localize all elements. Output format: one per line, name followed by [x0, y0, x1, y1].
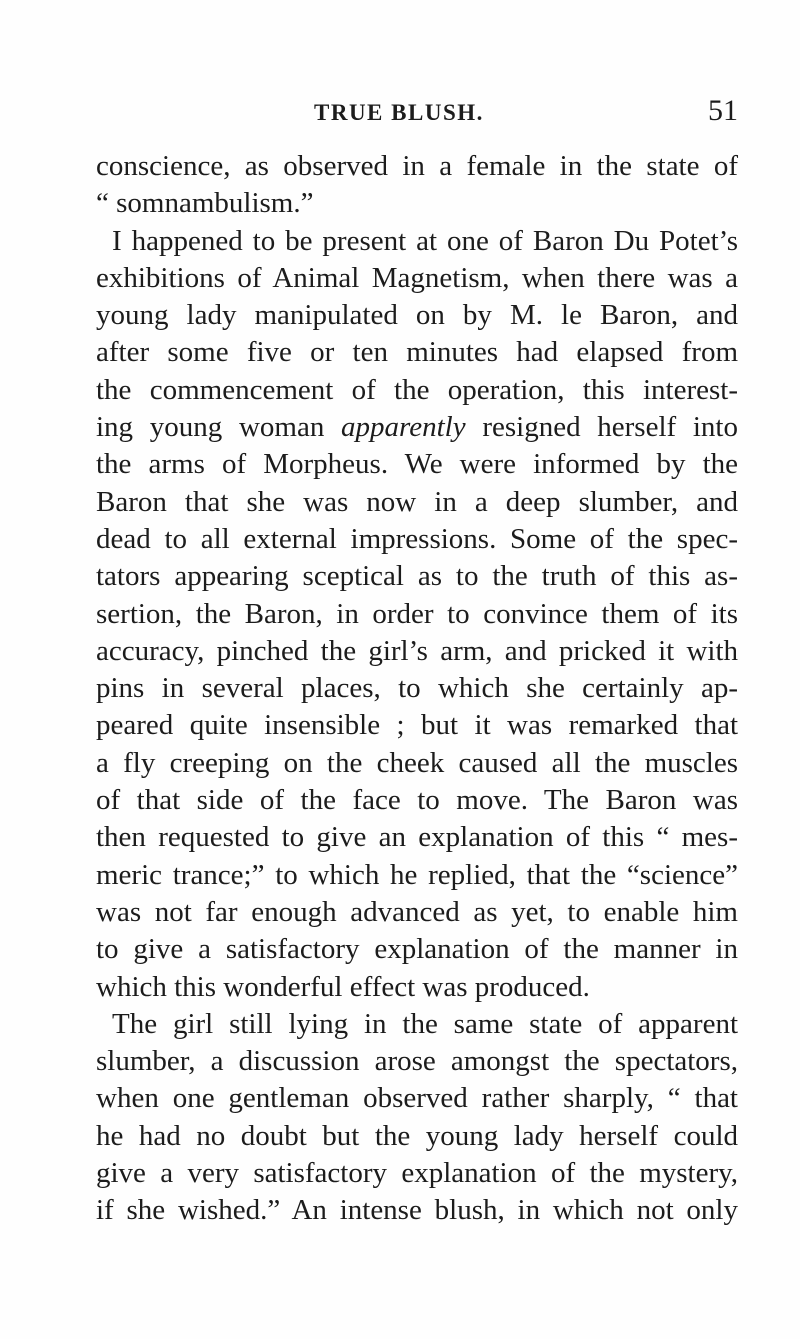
text-line: when one gentleman observed rather sharply, “ that [96, 1082, 738, 1115]
text-line: give a very satisfactory explanation of the mystery, [96, 1157, 738, 1190]
text-line: young lady manipulated on by M. le Baron, and [96, 299, 738, 332]
text-line: I happened to be present at one of Baron Du Potet’s [112, 224, 738, 257]
text-line: after some five or ten minutes had elapsed from [96, 336, 738, 369]
text-line: meric trance;” to which he replied, that the “science” [96, 858, 738, 891]
text-line: a fly creeping on the cheek caused all the muscles [96, 746, 738, 779]
text-segment: ing young woman [96, 411, 342, 444]
text-line: Baron that she was now in a deep slumber, and [96, 485, 738, 518]
text-line: the arms of Morpheus. We were informed by the [96, 448, 738, 481]
body-text [96, 148, 738, 1230]
text-line: “ somnambulism.” [96, 187, 314, 220]
text-line: which this wonderful effect was produced. [96, 970, 590, 1003]
running-head: TRUE BLUSH. [314, 100, 484, 125]
page-number: 51 [708, 94, 738, 127]
text-line: accuracy, pinched the girl’s arm, and pricked it with [96, 634, 738, 667]
text-line: of that side of the face to move. The Baron was [96, 784, 738, 817]
text-line: conscience, as observed in a female in the state of [96, 150, 738, 182]
text-line [96, 409, 738, 446]
italic-emphasis: apparently [341, 411, 466, 444]
text-line: to give a satisfactory explanation of the manner in [96, 933, 738, 966]
text-line: dead to all external impressions. Some of the spec- [96, 522, 738, 555]
text-line: was not far enough advanced as yet, to enable him [96, 895, 738, 928]
text-line: he had no doubt but the young lady herself could [96, 1119, 738, 1152]
text-line: The girl still lying in the same state of apparent [112, 1007, 738, 1040]
text-line: the commencement of the operation, this interest- [96, 373, 738, 406]
text-line: sertion, the Baron, in order to convince them of its [96, 597, 738, 630]
text-line: exhibitions of Animal Magnetism, when there was a [96, 261, 738, 294]
text-segment: resigned herself into [465, 411, 738, 444]
text-line: slumber, a discussion arose amongst the spectators, [96, 1045, 738, 1078]
text-line: then requested to give an explanation of this “ mes- [96, 821, 738, 854]
text-line: if she wished.” An intense blush, in which not only [96, 1194, 738, 1227]
text-line: peared quite insensible ; but it was remarked that [96, 709, 738, 742]
text-line: pins in several places, to which she certainly ap- [96, 672, 738, 705]
text-line: tators appearing sceptical as to the truth of this as- [96, 560, 738, 593]
page-header [96, 88, 738, 132]
